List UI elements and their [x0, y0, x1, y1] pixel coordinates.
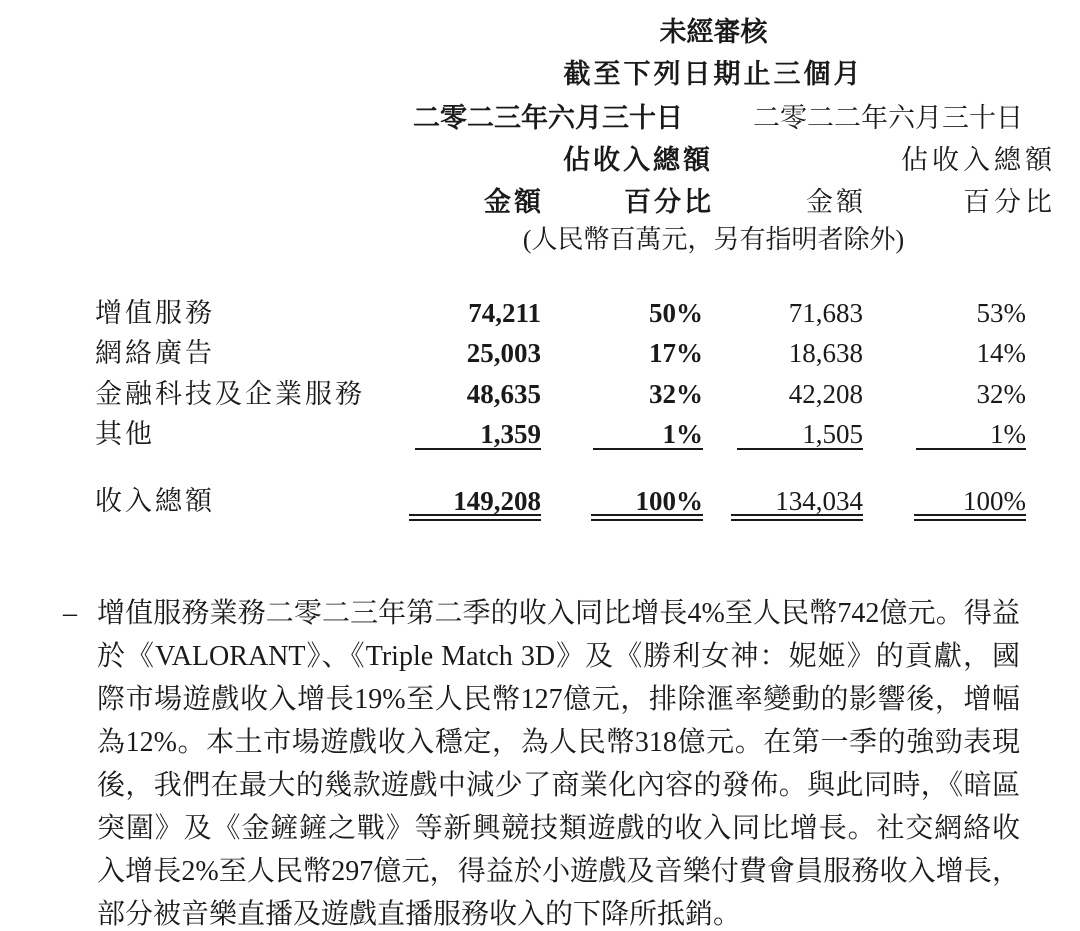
unit-note: (人民幣百萬元，另有指明者除外) — [522, 225, 905, 254]
total-double-rule — [409, 514, 541, 521]
pct-2022-cell: 53% — [976, 298, 1026, 328]
unaudited-heading: 未經審核 — [659, 17, 768, 47]
subtotal-rule — [916, 448, 1026, 450]
col-date-2023: 二零二三年六月三十日 — [413, 103, 683, 133]
pct-2022-cell: 1% — [990, 419, 1026, 449]
pct-2023-cell: 100% — [635, 486, 703, 516]
row-label: 收入總額 — [95, 486, 215, 516]
row-label: 網絡廣告 — [95, 338, 215, 368]
pct-2022-cell: 32% — [976, 379, 1026, 409]
total-double-rule — [731, 514, 863, 521]
row-label: 金融科技及企業服務 — [95, 379, 365, 409]
pct-header-2023: 百分比 — [624, 187, 714, 217]
period-heading: 截至下列日期止三個月 — [563, 59, 864, 89]
table-row-vas — [0, 293, 1080, 333]
subtotal-rule — [415, 448, 541, 450]
total-double-rule — [914, 514, 1026, 521]
amount-2022-cell: 1,505 — [802, 419, 863, 449]
amount-2022-cell: 18,638 — [788, 338, 863, 368]
amount-2022-cell: 134,034 — [775, 486, 863, 516]
list-dash: – — [63, 598, 77, 629]
amount-2023-cell: 48,635 — [466, 379, 541, 409]
pct-2022-cell: 14% — [976, 338, 1026, 368]
pct-2023-cell: 50% — [649, 298, 703, 328]
subtotal-rule — [737, 448, 863, 450]
total-double-rule — [591, 514, 703, 521]
pct-2023-cell: 1% — [662, 419, 703, 449]
amount-2023-cell: 74,211 — [468, 298, 541, 328]
pct-2023-cell: 17% — [649, 338, 703, 368]
share-header-2023: 佔收入總額 — [563, 145, 713, 175]
table-row-ads — [0, 333, 1080, 373]
table-row-fintech — [0, 374, 1080, 414]
amount-2022-cell: 71,683 — [788, 298, 863, 328]
row-label: 其他 — [95, 419, 155, 449]
pct-header-2022: 百分比 — [963, 187, 1056, 217]
row-label: 增值服務 — [95, 298, 215, 328]
pct-2022-cell: 100% — [963, 486, 1026, 516]
amount-2023-cell: 25,003 — [466, 338, 541, 368]
pct-2023-cell: 32% — [649, 379, 703, 409]
amount-header-2023: 金額 — [484, 187, 544, 217]
subtotal-rule — [593, 448, 703, 450]
amount-2023-cell: 1,359 — [480, 419, 541, 449]
amount-header-2022: 金額 — [806, 187, 866, 217]
footnote-text: 增值服務業務二零二三年第二季的收入同比增長4%至人民幣742億元。得益於《VALORANT》、《Triple Match 3D》及《勝利女神：妮姬》的貢獻，國際市場遊戲收入增長19%至人民幣127億元，排除滙率變動的影響後，增幅為12%。本土市場遊戲收入穩定，為人民幣318億元。在第一季的強勁表現後，我們在最大的幾款遊戲中減少了商業化內容的發佈。與此同時，《暗區突圍》及《金鏟鏟之戰》等新興競技類遊戲的收入同比增長。社交網絡收入增長2%至人民幣297億元，得益於小遊戲及音樂付費會員服務收入增長，部分被音樂直播及遊戲直播服務收入的下降所抵銷。 — [97, 598, 1020, 930]
share-header-2022: 佔收入總額 — [901, 145, 1056, 175]
amount-2023-cell: 149,208 — [453, 486, 541, 516]
amount-2022-cell: 42,208 — [788, 379, 863, 409]
col-date-2022: 二零二二年六月三十日 — [753, 103, 1023, 133]
